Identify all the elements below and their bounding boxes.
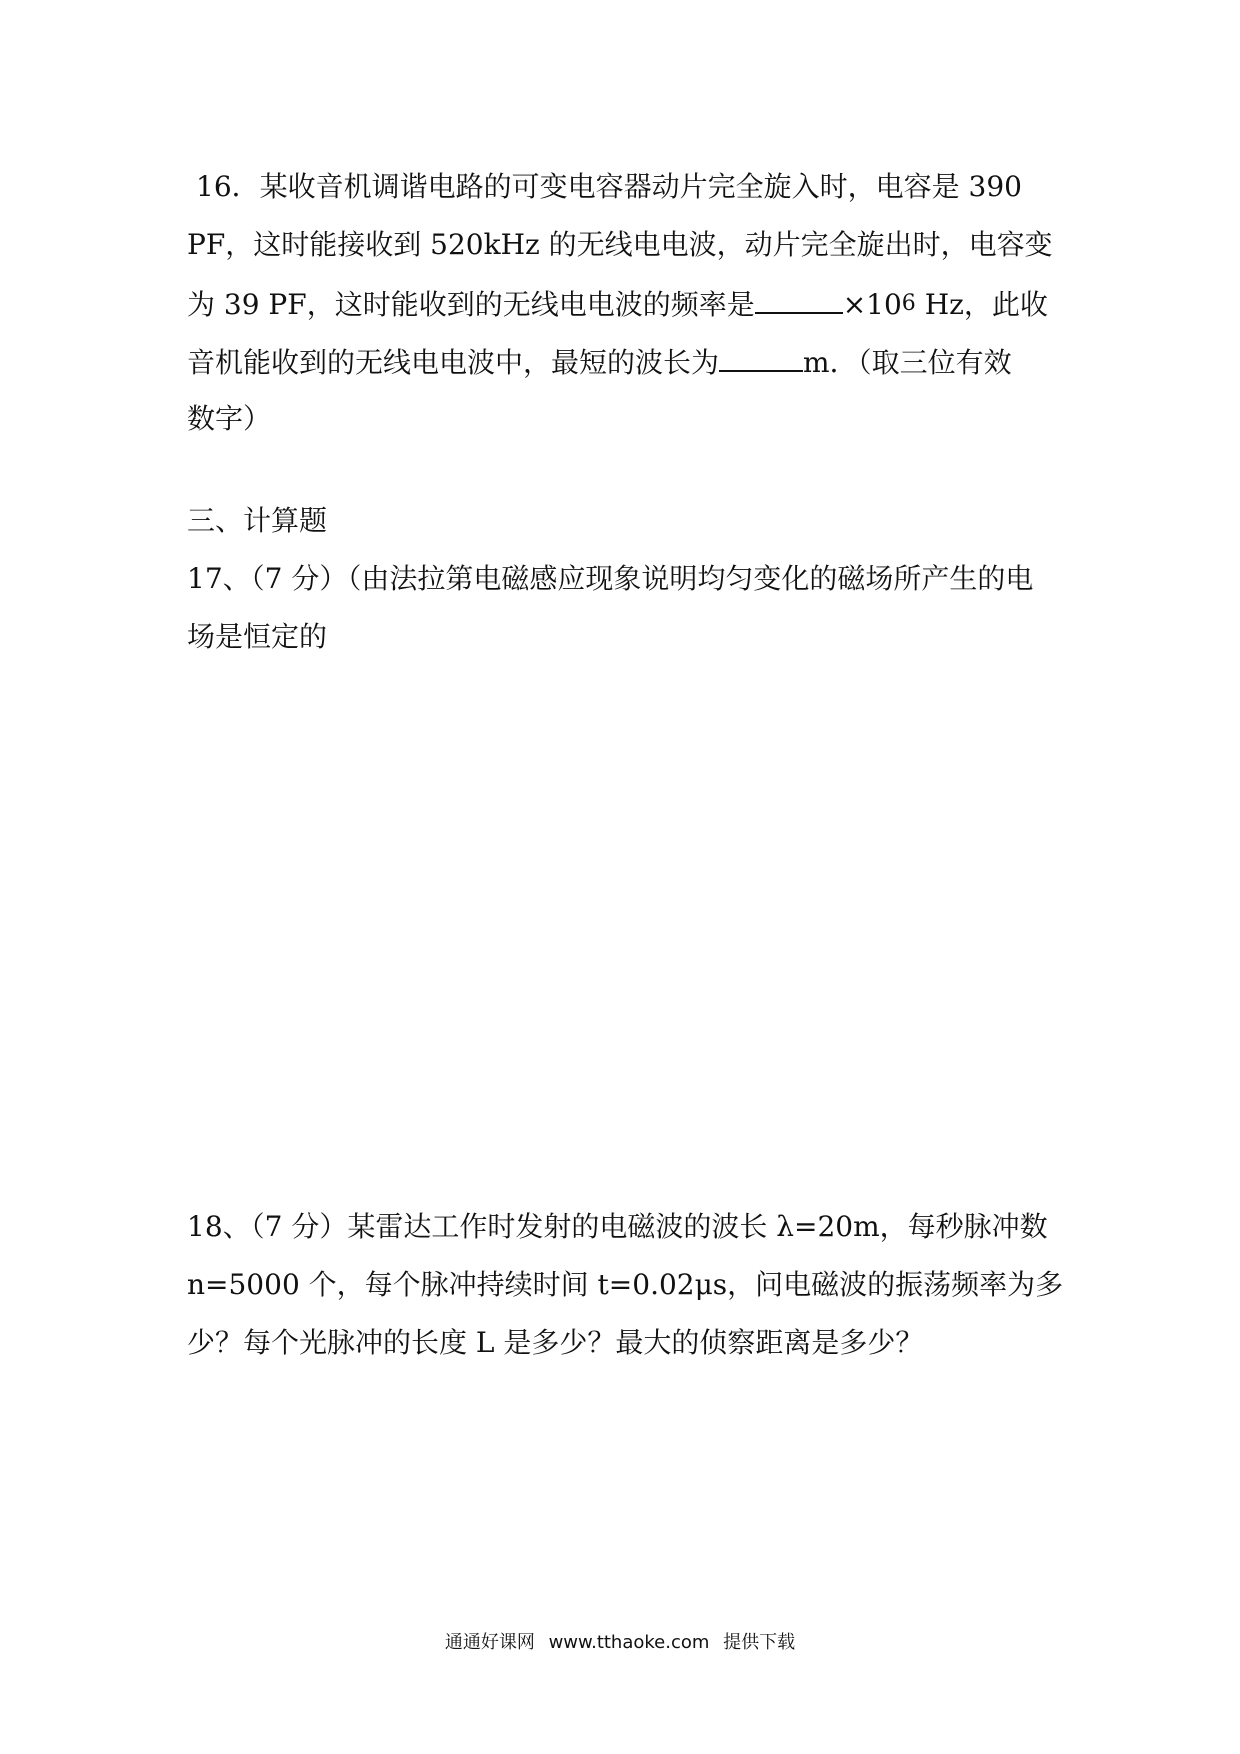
q17-line1: 17、（7 分）（由法拉第电磁感应现象说明均匀变化的磁场所产生的电 <box>187 562 1034 595</box>
answer-blank-frequency[interactable] <box>755 286 843 314</box>
footer-url[interactable]: www.tthaoke.com <box>548 1632 710 1653</box>
q17-line2: 场是恒定的 <box>187 620 328 653</box>
q16-line4-tail: m．（取三位有效 <box>803 346 1012 379</box>
page-footer <box>0 1628 1240 1654</box>
q16-line3-text: 为 39 PF，这时能收到的无线电电波的频率是 <box>187 288 755 321</box>
footer-site: 通通好课网 <box>444 1632 535 1653</box>
q16-line2: PF，这时能接收到 520kHz 的无线电电波，动片完全旋出时，电容变 <box>187 228 1053 261</box>
q16-line3 <box>187 286 1048 325</box>
answer-blank-wavelength[interactable] <box>719 344 803 372</box>
q18-line1: 18、（7 分）某雷达工作时发射的电磁波的波长 λ=20m，每秒脉冲数 <box>187 1210 1048 1243</box>
q16-line4 <box>187 344 1012 380</box>
q18-line2: n=5000 个，每个脉冲持续时间 t=0.02μs，问电磁波的振荡频率为多 <box>187 1268 1064 1301</box>
q16-exponent: 6 <box>901 291 916 316</box>
q16-line5: 数字） <box>187 402 272 435</box>
footer-suffix: 提供下载 <box>723 1632 796 1653</box>
q16-unit-hz: Hz，此收 <box>915 288 1048 321</box>
section-title: 三、计算题 <box>187 504 328 537</box>
q16-line4-text: 音机能收到的无线电电波中，最短的波长为 <box>187 346 720 379</box>
q16-line1: 16．某收音机调谐电路的可变电容器动片完全旋入时，电容是 390 <box>196 170 1022 203</box>
q18-line3: 少？每个光脉冲的长度 L 是多少？最大的侦察距离是多少？ <box>187 1326 924 1359</box>
q16-times-ten: ×10 <box>842 288 902 321</box>
